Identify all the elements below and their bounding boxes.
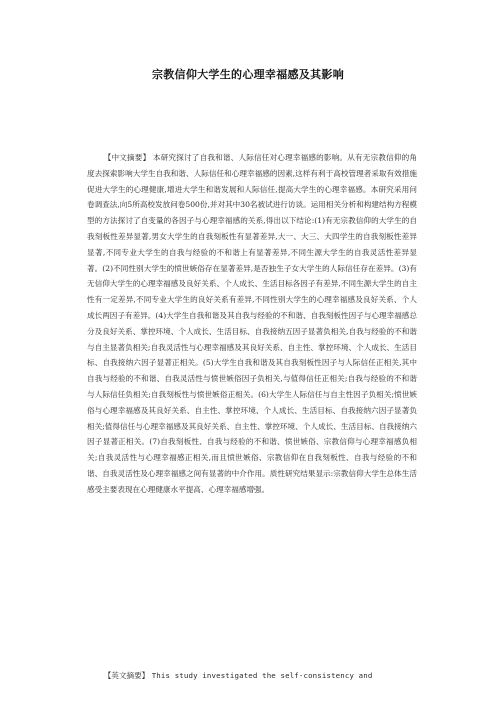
chinese-abstract-label: 【中文摘要】: [103, 153, 151, 162]
document-title: 宗教信仰大学生的心理幸福感及其影响: [151, 68, 345, 81]
chinese-abstract: [87, 150, 417, 498]
chinese-abstract-text: 本研究探讨了自我和谐、人际信任对心理幸福感的影响。从有无宗教信仰的角度去探索影响大学生自我和谐、人际信任和心理幸福感的因素,这样有利于高校管理者采取有效措施促进大学生的心理健康,增进大学生和谐发展和人际信任,提高大学生的心理幸福感。本研究采用问卷调查法,向5所高校发放问卷500份,并对其中30名被试进行访谈。运用相关分析和构建结构方程模型的方法探讨了自变量的各因子与心理幸福感的关系,得出以下结论:(1)有无宗教信仰的大学生的自我刻板性差异显著,男女大学生的自我刻板性有显著差异,大一、大三、大四学生的自我刻板性差异显著,不同专业大学生的自我与经验的不和谐上有显著差异,不同生源大学生的自我灵活性差异显著。(2)不同性别大学生的愤世嫉俗存在显著差异,是否独生子女大学生的人际信任存在差异。(3)有无信仰大学生的心理幸福感及良好关系、个人成长、生活目标各因子有差异,不同生源大学生的自主性有一定差异,不同专业大学生的良好关系有差异,不同性别大学生的心理幸福感及良好关系、个人成长两因子有差异。(4)大学生自我和谐及其自我与经验的不和谐、自我刻板性因子与心理幸福感总分及良好关系、掌控环境、个人成长、生活目标、自我接纳五因子显著负相关,自我与经验的不和谐与自主显著负相关;自我灵活性与心理幸福感及其良好关系、自主性、掌控环境、个人成长、生活目标、自我接纳六因子显著正相关。(5)大学生自我和谐及其自我刻板性因子与人际信任正相关,其中自我与经验的不和谐、自我灵活性与愤世嫉俗因子负相关,与值得信任正相关;自我与经验的不和谐与人际信任负相关;自我刻板性与愤世嫉俗正相关。(6)大学生人际信任与自主性因子负相关;愤世嫉俗与心理幸福感及其良好关系、自主性、掌控环境、个人成长、生活目标、自我接纳六因子显著负相关;值得信任与心理幸福感及其良好关系、自主性、掌控环境、个人成长、生活目标、自我接纳六因子显著正相关。(7)自我刻板性、自我与经验的不和谐、愤世嫉俗、宗教信仰与心理幸福感负相关;自我灵活性与心理幸福感正相关,而且愤世嫉俗、宗教信仰在自我刻板性、自我与经验的不和谐、自我灵活性及心理幸福感之间有显著的中介作用。质性研究结果显示:宗教信仰大学生总体生活感受主要表现在心理健康水平提高、心理幸福感增强。: [87, 153, 418, 494]
english-abstract: [87, 668, 417, 684]
english-abstract-text: This study investigated the self-consistency and: [151, 671, 373, 680]
english-abstract-label: 【英文摘要】: [103, 671, 150, 680]
